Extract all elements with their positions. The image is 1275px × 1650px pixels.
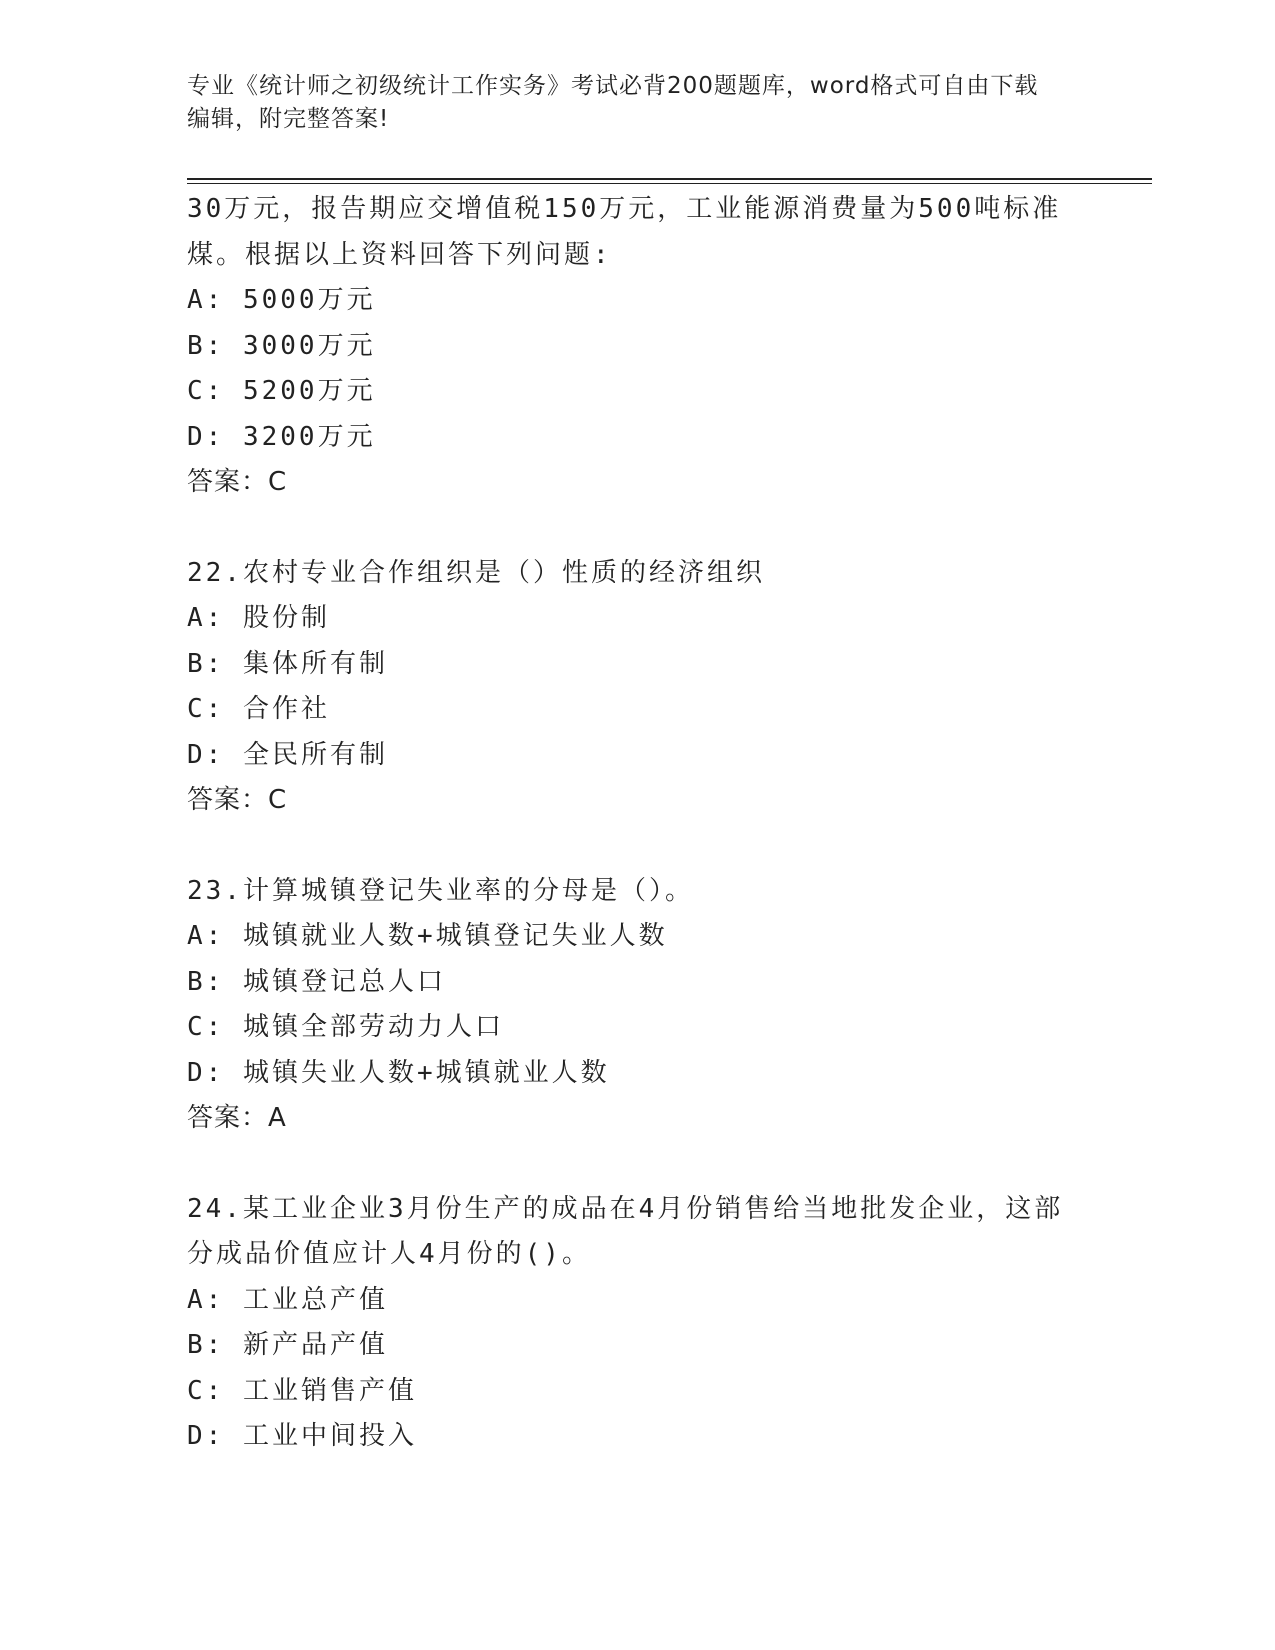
- question-continuation: [187, 187, 1087, 506]
- option-b: B: 新产品产值: [187, 1330, 388, 1360]
- option-d: D: 工业中间投入: [187, 1421, 417, 1451]
- option-b: B: 3000万元: [187, 330, 376, 361]
- option-b: B: 集体所有制: [187, 648, 388, 679]
- option-c: C: 工业销售产值: [187, 1375, 417, 1406]
- answer-line: 答案：C: [187, 785, 288, 815]
- option-a: A: 工业总产值: [187, 1284, 388, 1315]
- document-header: [187, 70, 1077, 136]
- question-24: [187, 1187, 1087, 1460]
- question-text-line: 24.某工业企业3月份生产的成品在4月份销售给当地批发企业，这部: [187, 1193, 1064, 1224]
- option-a: A: 城镇就业人数+城镇登记失业人数: [187, 921, 668, 951]
- question-text-line: 分成品价值应计人4月份的()。: [187, 1239, 591, 1269]
- option-b: B: 城镇登记总人口: [187, 966, 446, 997]
- header-line-1: 专业《统计师之初级统计工作实务》考试必背200题题库，word格式可自由下载: [187, 73, 1039, 99]
- option-a: A: 5000万元: [187, 285, 376, 315]
- header-line-2: 编辑，附完整答案!: [187, 106, 390, 132]
- question-text-line: 22.农村专业合作组织是（）性质的经济组织: [187, 557, 765, 588]
- option-c: C: 合作社: [187, 694, 330, 724]
- question-text-line: 煤。根据以上资料回答下列问题:: [187, 239, 612, 270]
- answer-line: 答案：A: [187, 1103, 287, 1133]
- option-c: C: 城镇全部劳动力人口: [187, 1012, 504, 1042]
- option-a: A: 股份制: [187, 603, 330, 633]
- question-22: [187, 551, 1087, 824]
- question-23: [187, 869, 1087, 1142]
- question-text-line: 30万元，报告期应交增值税150万元，工业能源消费量为500吨标准: [187, 194, 1062, 224]
- option-d: D: 全民所有制: [187, 739, 388, 770]
- question-list: [187, 187, 1087, 1460]
- header-divider-thin: [187, 183, 1152, 184]
- question-text-line: 23.计算城镇登记失业率的分母是（）。: [187, 875, 694, 906]
- option-d: D: 3200万元: [187, 421, 376, 452]
- option-d: D: 城镇失业人数+城镇就业人数: [187, 1057, 610, 1088]
- header-divider-thick: [187, 178, 1152, 180]
- answer-line: 答案：C: [187, 467, 288, 497]
- option-c: C: 5200万元: [187, 376, 376, 406]
